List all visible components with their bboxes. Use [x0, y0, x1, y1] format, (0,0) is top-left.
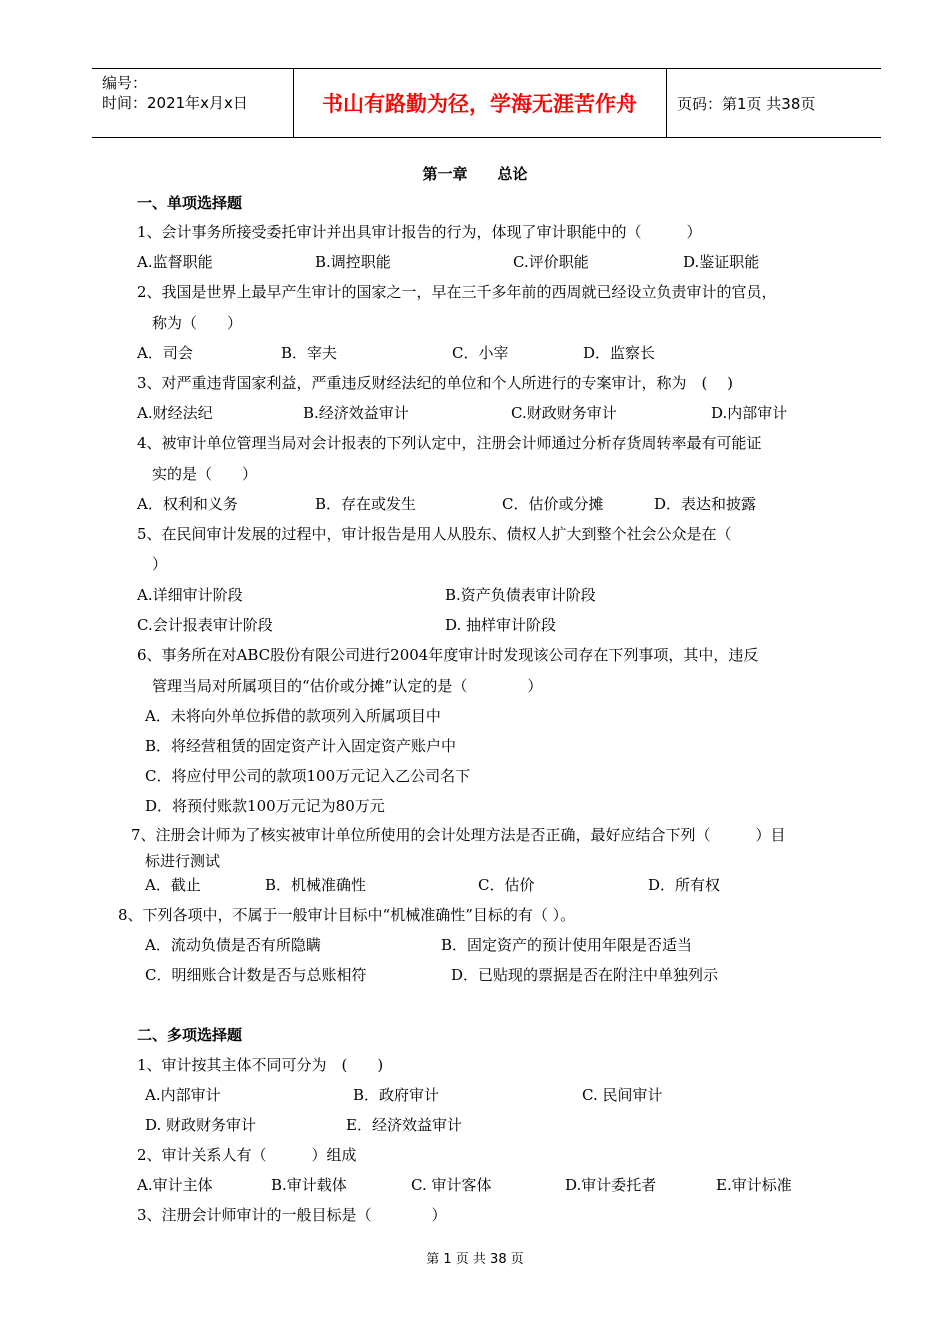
header-page-info: 页码：第1页 共38页: [677, 94, 816, 113]
question-stem: 1、会计事务所接受委托审计并出具审计报告的行为，体现了审计职能中的（ ）: [137, 223, 702, 241]
section-heading: 二、多项选择题: [137, 1026, 243, 1044]
option: D．将预付账款100万元记为80万元: [145, 797, 385, 815]
question-stem-cont: 管理当局对所属项目的“估价或分摊”认定的是（ ）: [152, 677, 543, 695]
option: D．所有权: [648, 876, 721, 894]
question-stem-cont: 称为（ ）: [152, 314, 243, 332]
question-stem-cont: 标进行测试: [145, 852, 221, 870]
option: A．流动负债是否有所隐瞒: [145, 936, 321, 954]
option: A．截止: [145, 876, 201, 894]
question-stem: 7、注册会计师为了核实被审计单位所使用的会计处理方法是否正确，最好应结合下列（ ）目: [131, 826, 786, 844]
header-motto: 书山有路勤为径，学海无涯苦作舟: [322, 92, 637, 116]
question-stem-cont: 实的是（ ）: [152, 465, 258, 483]
option: D.内部审计: [711, 404, 788, 422]
header-meta: [102, 73, 248, 113]
option: C. 民间审计: [582, 1086, 663, 1104]
option: B．政府审计: [353, 1086, 440, 1104]
time-label: 时间：2021年x月x日: [102, 94, 248, 112]
option: D. 抽样审计阶段: [445, 616, 557, 634]
option: A．司会: [137, 344, 193, 362]
option: B.经济效益审计: [303, 404, 409, 422]
option: B．固定资产的预计使用年限是否适当: [441, 936, 693, 954]
option: C．估价: [478, 876, 535, 894]
option: B．存在或发生: [315, 495, 417, 513]
question-stem: 2、我国是世界上最早产生审计的国家之一，早在三千多年前的西周就已经设立负责审计的官员，: [137, 283, 777, 301]
option: C．估价或分摊: [502, 495, 604, 513]
option: D．已贴现的票据是否在附注中单独列示: [451, 966, 719, 984]
option: D.鉴证职能: [683, 253, 760, 271]
option: A.详细审计阶段: [137, 586, 243, 604]
option: B.审计载体: [271, 1176, 347, 1194]
option: B．宰夫: [281, 344, 338, 362]
option: C．小宰: [452, 344, 509, 362]
option: B.资产负债表审计阶段: [445, 586, 596, 604]
question-stem: 3、注册会计师审计的一般目标是（ ）: [137, 1206, 447, 1224]
question-stem: 4、被审计单位管理当局对会计报表的下列认定中，注册会计师通过分析存货周转率最有可能证: [137, 434, 762, 452]
option: E.审计标准: [716, 1176, 792, 1194]
question-stem: 5、在民间审计发展的过程中，审计报告是用人从股东、债权人扩大到整个社会公众是在（: [137, 525, 732, 543]
option: C．明细账合计数是否与总账相符: [145, 966, 367, 984]
option: D. 财政财务审计: [145, 1116, 257, 1134]
chapter-title: 第一章 总论: [422, 165, 528, 183]
section-heading: 一、单项选择题: [137, 194, 243, 212]
option: C.会计报表审计阶段: [137, 616, 273, 634]
header-divider: [666, 69, 667, 137]
question-stem: 3、对严重违背国家利益，严重违反财经法纪的单位和个人所进行的专案审计，称为 ( ): [137, 374, 734, 392]
option: D．表达和披露: [654, 495, 757, 513]
page-header: [92, 68, 881, 138]
option: C.评价职能: [513, 253, 589, 271]
option: C.财政财务审计: [511, 404, 617, 422]
option: D.审计委托者: [565, 1176, 657, 1194]
question-stem: 1、审计按其主体不同可分为 ( ): [137, 1056, 384, 1074]
option: A．未将向外单位拆借的款项列入所属项目中: [145, 707, 441, 725]
option: A.审计主体: [137, 1176, 213, 1194]
question-stem: 6、事务所在对ABC股份有限公司进行2004年度审计时发现该公司存在下列事项，其中，违反: [137, 646, 759, 664]
option: B.调控职能: [315, 253, 391, 271]
option: A．权利和义务: [137, 495, 238, 513]
option: B．机械准确性: [265, 876, 367, 894]
page-footer: 第 1 页 共 38 页: [426, 1252, 524, 1267]
option: E．经济效益审计: [346, 1116, 462, 1134]
question-stem: 8、下列各项中，不属于一般审计目标中“机械准确性”目标的有（ ）。: [118, 906, 576, 924]
option: A.财经法纪: [137, 404, 213, 422]
question-stem-cont: ）: [152, 555, 168, 573]
option: B．将经营租赁的固定资产计入固定资产账户中: [145, 737, 457, 755]
option: C．将应付甲公司的款项100万元记入乙公司名下: [145, 767, 471, 785]
option: A.内部审计: [145, 1086, 221, 1104]
option: C. 审计客体: [411, 1176, 492, 1194]
question-stem: 2、审计关系人有（ ）组成: [137, 1146, 357, 1164]
option: D．监察长: [583, 344, 656, 362]
option: A.监督职能: [137, 253, 213, 271]
number-label: 编号：: [102, 74, 148, 92]
